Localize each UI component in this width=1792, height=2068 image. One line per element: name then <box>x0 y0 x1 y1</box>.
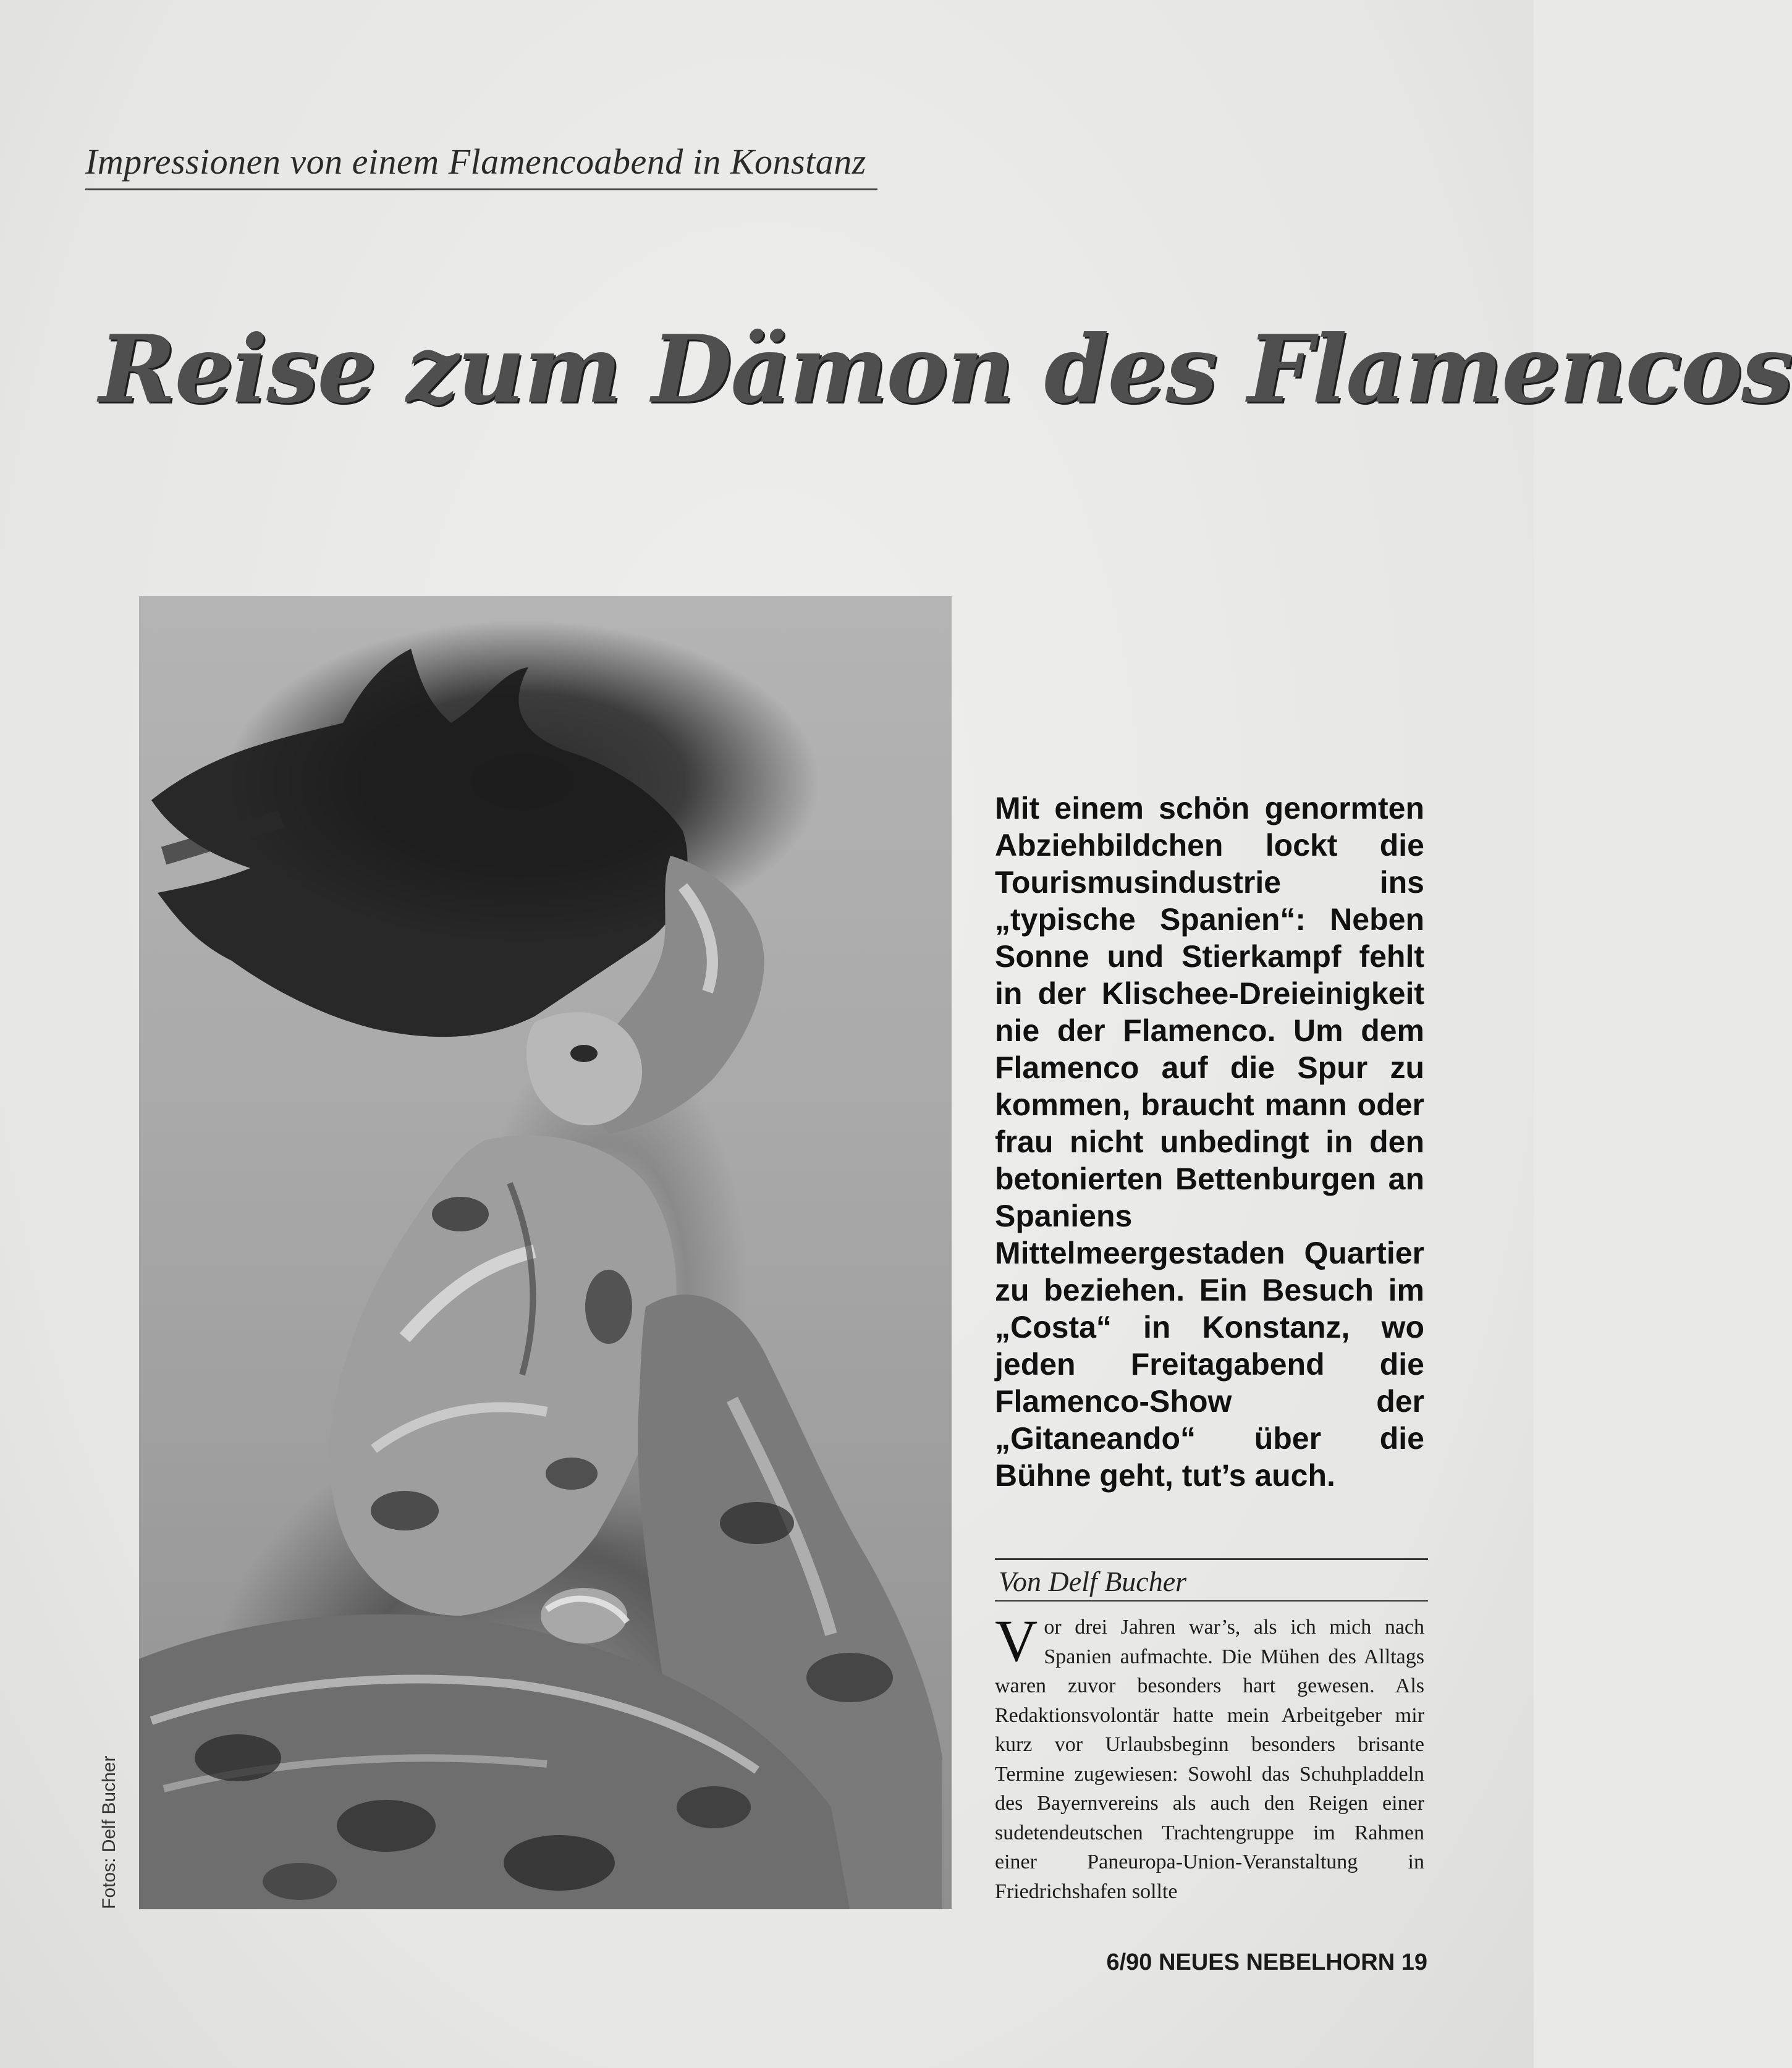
article-body <box>995 1608 1424 1906</box>
article-kicker: Impressionen von einem Flamencoabend in Konstanz <box>85 141 877 190</box>
body-dropcap: V <box>995 1608 1038 1674</box>
article-headline: Reise zum Dämon des Flamencos <box>99 315 1792 424</box>
article-byline: Von Delf Bucher <box>995 1558 1428 1602</box>
page-footer <box>1094 1949 1427 1976</box>
article-lead: Mit einem schön genormten Abziehbildchen lockt die Tourismusindustrie ins „typische Spanien“: Neben Sonne und Stierkampf fehlt in der Klischee-Dreieinigkeit nie der Flamenco. Um dem Flamenco auf die Spur zu kommen, braucht mann oder frau nicht unbedingt in den betonierten Bettenburgen an Spaniens Mittelmeergestaden Quartier zu beziehen. Ein Besuch im „Costa“ in Konstanz, wo jeden Freitagabend die Flamenco-Show der „Gitaneando“ über die Bühne geht, tut’s auch. <box>995 791 1424 1493</box>
footer-page-number: 19 <box>1401 1949 1427 1975</box>
photo-credit: Fotos: Delf Bucher <box>99 1755 119 1909</box>
footer-publication: NEUES NEBELHORN <box>1159 1949 1395 1975</box>
flamenco-dancer-photo <box>139 596 952 1909</box>
body-text: or drei Jahren war’s, als ich mich nach Spanien aufmachte. Die Mühen des Alltags waren zuvor besonders hart gewesen. Als Redaktionsvolontär hatte mein Arbeitgeber mir kurz vor Urlaubsbeginn besonders brisante Termine zugewiesen: Sowohl das Schuhpladdeln des Bayernvereins als auch den Reigen einer sudetendeutschen Trachtengruppe im Rahmen einer Paneuropa-Union-Veranstaltung in Friedrichshafen sollte <box>995 1616 1424 1903</box>
dancer-illustration <box>139 596 952 1909</box>
footer-issue: 6/90 <box>1106 1949 1152 1975</box>
